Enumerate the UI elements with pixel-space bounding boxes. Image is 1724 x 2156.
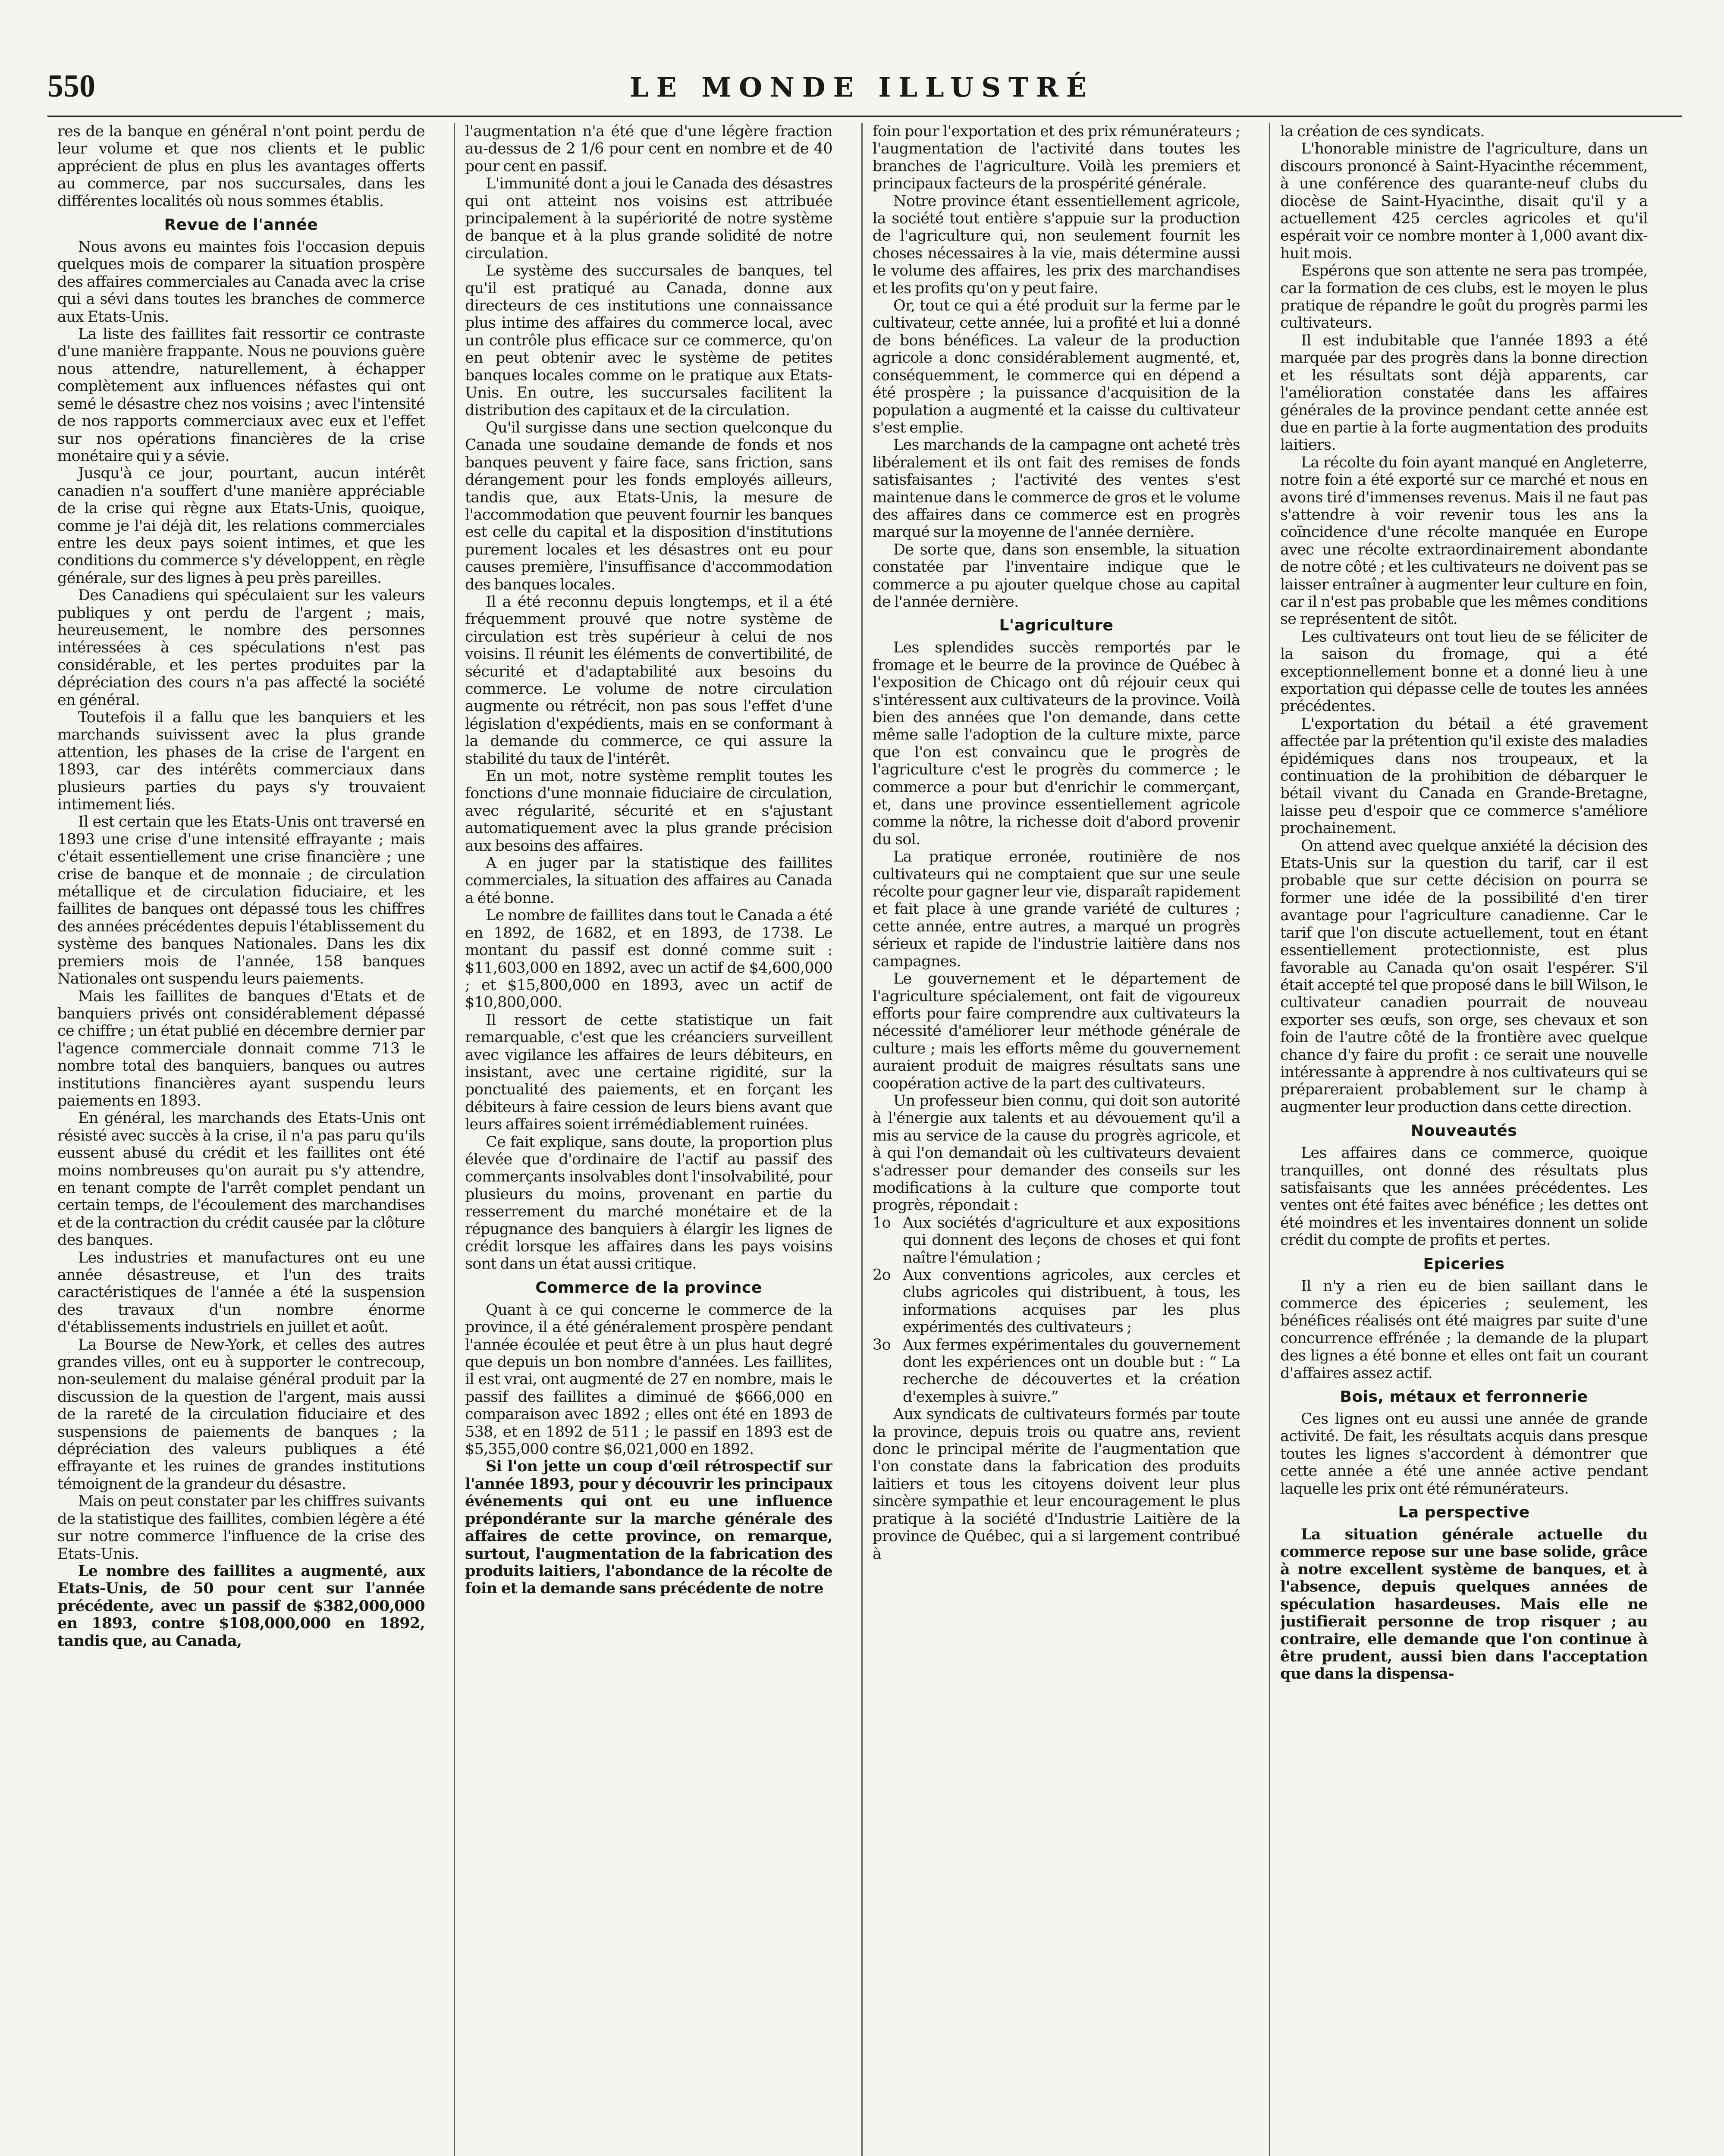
paragraph: Espérons que son attente ne sera pas trompée, car la formation de ces clubs, est le moyen le plus pratique de répandre le goût du progrès parmi les cultivateurs. bbox=[1280, 262, 1648, 332]
continued-paragraph: res de la banque en général n'ont point perdu de leur volume et que nos clients et le public apprécient de plus en plus les avantages offerts au commerce, par nos succursales, dans les différentes localités où nous sommes établis. bbox=[57, 123, 425, 210]
paragraph: En un mot, notre système remplit toutes les fonctions d'une monnaie fiduciaire de circulation, avec régularité, sécurité et en s'ajustant automatiquement avec la plus grande précision aux besoins des affaires. bbox=[465, 768, 832, 855]
list-item-text: Aux conventions agricoles, aux cercles et clubs agricoles qui distribuent, à tous, les informations acquises par les plus expérimentés des cultivateurs ; bbox=[903, 1266, 1240, 1336]
paragraph: L'exportation du bétail a été gravement affectée par la prétention qu'il existe des maladies épidémiques dans nos troupeaux, et la continuation de la prohibition de débarquer le bétail vivant du Canada en Grande-Bretagne, laisse peu d'espoir que ce commerce s'améliore prochainement. bbox=[1280, 715, 1648, 837]
section-heading: L'agriculture bbox=[999, 617, 1114, 635]
paragraph: La récolte du foin ayant manqué en Angleterre, notre foin a été exporté sur ce marché et nous en avons tiré d'immenses revenus. Mais il ne faut pas s'attendre à voir revenir tous les ans la coïncidence d'une récolte manquée en Europe avec une récolte extraordinairement abondante de notre côté ; et les cultivateurs ne doivent pas se laisser entraîner à augmenter leur culture en foin, car il n'est pas probable que les mêmes conditions se représentent de sitôt. bbox=[1280, 454, 1648, 628]
paragraph: Jusqu'à ce jour, pourtant, aucun intérêt canadien n'a souffert d'une manière appréciable de la crise qui règne aux Etats-Unis, quoique, comme je l'ai déjà dit, les relations commerciales entre les deux pays soient intimes, et que les conditions du commerce s'y développent, en règle générale, sur des lignes à peu près pareilles. bbox=[57, 465, 425, 587]
paragraph: Ce fait explique, sans doute, la proportion plus élevée que d'ordinaire de l'actif au passif des commerçants insolvables dont l'insolvabilité, pour plusieurs du moins, provenant en partie du resserrement du marché monétaire et de la répugnance des banquiers à élargir les lignes de crédit lorsque les affaires dans les pays voisins sont dans un état aussi critique. bbox=[465, 1133, 832, 1273]
section-heading: Revue de l'année bbox=[164, 216, 318, 234]
continued-paragraph: l'augmentation n'a été que d'une légère fraction au-dessus de 2 1/6 pour cent en nombre et de 40 pour cent en passif. bbox=[465, 123, 832, 175]
page-header bbox=[0, 0, 1724, 108]
paragraph: On attend avec quelque anxiété la décision des Etats-Unis sur la question du tarif, car il est probable que sur cette décision on pourra se former une idée de la possibilité d'en tirer avantage pour l'agriculture canadienne. Car le tarif que l'on discute actuellement, tout en étant essentiellement protectionniste, est plus favorable au Canada qu'on osait l'espérer. S'il était accepté tel que proposé dans le bill Wilson, le cultivateur canadien pourrait de nouveau exporter ses œufs, son orge, ses chevaux et son foin de l'autre côté de la frontière avec quelque chance d'y faire du profit : ce serait une nouvelle intéressante à apprendre à nos cultivateurs qui se prépareraient probablement sur le champ à augmenter leur production dans cette direction. bbox=[1280, 837, 1648, 1116]
section-heading: Bois, métaux et ferronnerie bbox=[1340, 1388, 1588, 1406]
paragraph: Il est certain que les Etats-Unis ont traversé en 1893 une crise d'une intensité effrayante ; mais c'était essentiellement une crise financière ; une crise de banque et de monnaie ; de circulation métallique et de circulation fiduciaire, et les faillites de banques ont dépassé tous les chiffres des années précédentes depuis l'établissement du système des banques Nationales. Dans les dix premiers mois de l'année, 158 banques Nationales ont suspendu leurs paiements. bbox=[57, 813, 425, 988]
list-item-text: Aux sociétés d'agriculture et aux expositions qui donnent des leçons de choses et qui font naître l'émulation ; bbox=[903, 1214, 1240, 1266]
paragraph: De sorte que, dans son ensemble, la situation constatée par l'inventaire indique que le commerce a pu ajouter quelque chose au capital de l'année dernière. bbox=[873, 541, 1240, 611]
continued-paragraph: foin pour l'exportation et des prix rémunérateurs ; l'augmentation de l'activité dans toutes les branches de l'agriculture. Voilà les premiers et principaux facteurs de la prospérité générale. bbox=[873, 123, 1240, 193]
paragraph: Qu'il surgisse dans une section quelconque du Canada une soudaine demande de fonds et nos banques peuvent y faire face, sans friction, sans dérangement pour les fonds employés ailleurs, tandis que, aux Etats-Unis, la mesure de l'accommodation que peuvent fournir les banques est celle du capital et la disposition d'institutions purement locales et les désastres ont eu pour causes première, l'insuffisance d'accommodation des banques locales. bbox=[465, 419, 832, 593]
paragraph: Les cultivateurs ont tout lieu de se féliciter de la saison du fromage, qui a été exceptionnellement bonne et a donné lieu à une exportation qui dépasse celle de toutes les années précédentes. bbox=[1280, 628, 1648, 715]
paragraph: La pratique erronée, routinière de nos cultivateurs qui ne comptaient que sur une seule récolte pour gagner leur vie, disparaît rapidement et fait place à une grande variété de cultures ; cette année, entre autres, a marqué un progrès sérieux et rapide de l'industrie laitière dans nos campagnes. bbox=[873, 848, 1240, 970]
paragraph: Il a été reconnu depuis longtemps, et il a été fréquemment prouvé que notre système de circulation est très supérieur à celui de nos voisins. Il réunit les éléments de convertibilité, de sécurité et d'adaptabilité aux besoins du commerce. Le volume de notre circulation augmente ou rétrécit, non pas sous l'effet d'une législation d'expédients, mais en se conformant à la demande du commerce, ce qui assure la stabilité du taux de l'intérêt. bbox=[465, 593, 832, 768]
paragraph: Nous avons eu maintes fois l'occasion depuis quelques mois de comparer la situation prospère des affaires commerciales au Canada avec la crise qui a sévi dans toutes les branches de commerce aux Etats-Unis. bbox=[57, 238, 425, 326]
section-heading: Commerce de la province bbox=[535, 1279, 762, 1297]
paragraph: A en juger par la statistique des faillites commerciales, la situation des affaires au Canada a été bonne. bbox=[465, 855, 832, 907]
section-heading: Nouveautés bbox=[1410, 1122, 1517, 1140]
section-heading: La perspective bbox=[1398, 1504, 1530, 1522]
paragraph: Mais on peut constater par les chiffres suivants de la statistique des faillites, combien légère a été sur notre commerce l'influence de la crise des Etats-Unis. bbox=[57, 1493, 425, 1563]
paragraph: Les industries et manufactures ont eu une année désastreuse, et l'un des traits caractéristiques de l'année a été la suspension des travaux d'un nombre énorme d'établissements industriels en juillet et août. bbox=[57, 1249, 425, 1336]
paragraph: Mais les faillites de banques d'Etats et de banquiers privés ont considérablement dépassé ce chiffre ; un état publié en décembre dernier par l'agence commerciale donnait comme 713 le nombre total des banquiers, banques ou autres institutions financières ayant suspendu leurs paiements en 1893. bbox=[57, 987, 425, 1109]
column-4 bbox=[1280, 123, 1648, 2156]
paragraph: Les affaires dans ce commerce, quoique tranquilles, ont donné des résultats plus satisfaisants que les années précédentes. Les ventes ont été faites avec bénéfice ; les dettes ont été moindres et les inventaires donnent un solide crédit du compte de profits et pertes. bbox=[1280, 1144, 1648, 1249]
paragraph: Les marchands de la campagne ont acheté très libéralement et ils ont fait des remises de fonds satisfaisantes ; l'activité des ventes s'est maintenue dans le commerce de gros et le volume des affaires dans ce commerce est en progrès marqué sur la moyenne de l'année dernière. bbox=[873, 436, 1240, 541]
masthead-title: LE MONDE ILLUSTRÉ bbox=[630, 72, 1094, 103]
paragraph: Toutefois il a fallu que les banquiers et les marchands suivissent avec la plus grande attention, les phases de la crise de l'argent en 1893, car des intérêts commerciaux dans plusieurs parties du pays s'y trouvaient intimement liés. bbox=[57, 709, 425, 814]
paragraph: Les splendides succès remportés par le fromage et le beurre de la province de Québec à l'exposition de Chicago ont dû réjouir ceux qui s'intéressent aux cultivateurs de la province. Voilà bien des années que l'on demande, dans cette même salle l'adoption de la culture mixte, parce que l'on est convaincu que le progrès de l'agriculture c'est le progrès du commerce ; le commerce a pour but d'enrichir le commerçant, et, dans une province essentiellement agricole comme la nôtre, la richesse doit d'abord provenir du sol. bbox=[873, 639, 1240, 848]
paragraph: Il ressort de cette statistique un fait remarquable, c'est que les créanciers surveillent avec vigilance les affaires de leurs débiteurs, en insistant, avec une certaine rigidité, sur la ponctualité des paiements, et en forçant les débiteurs à faire cession de leurs biens avant que leurs affaires soient irrémédiablement ruinées. bbox=[465, 1011, 832, 1134]
column-divider bbox=[861, 123, 863, 2156]
list-item bbox=[873, 1336, 1240, 1406]
paragraph: Notre province étant essentiellement agricole, la société tout entière s'appuie sur la production de l'agriculture qui, non seulement fournit les choses nécessaires à la vie, mais détermine aussi le volume des affaires, les prix des marchandises et les profits qu'on y peut faire. bbox=[873, 192, 1240, 297]
paragraph: Le gouvernement et le département de l'agriculture spécialement, ont fait de vigoureux efforts pour faire comprendre aux cultivateurs la nécessité d'améliorer leur méthode générale de culture ; mais les efforts même du gouvernement auraient produit de maigres résultats sans une coopération active de la part des cultivateurs. bbox=[873, 970, 1240, 1092]
continued-paragraph: la création de ces syndicats. bbox=[1280, 123, 1485, 140]
list-item-number: 2o bbox=[873, 1266, 891, 1284]
paragraph: La situation générale actuelle du commerce repose sur une base solide, grâce à notre excellent système de banques, et à l'absence, depuis quelques années de spéculation hasardeuses. Mais elle ne justifierait personne de trop risquer ; au contraire, elle demande que l'on continue à être prudent, aussi bien dans l'acceptation que dans la dispensa- bbox=[1280, 1526, 1648, 1683]
paragraph: L'honorable ministre de l'agriculture, dans un discours prononcé à Saint-Hyacinthe récemment, à une conférence des quarante-neuf clubs du diocèse de Saint-Hyacinthe, disait qu'il y a actuellement 425 cercles agricoles et qu'il espérait voir ce nombre monter à 1,000 avant dix-huit mois. bbox=[1280, 140, 1648, 262]
list-item bbox=[873, 1266, 1240, 1336]
paragraph: Quant à ce qui concerne le commerce de la province, il a été généralement prospère pendant l'année écoulée et peut être à un plus haut degré que depuis un bon nombre d'années. Les faillites, il est vrai, ont augmenté de 27 en nombre, mais le passif des faillites a diminué de $666,000 en comparaison avec 1892 ; elles ont été en 1893 de 538, et en 1892 de 511 ; le passif en 1893 est de $5,355,000 contre $6,021,000 en 1892. bbox=[465, 1301, 832, 1458]
paragraph: Il est indubitable que l'année 1893 a été marquée par des progrès dans la bonne direction et les résultats sont déjà apparents, car l'amélioration constatée dans les affaires générales de la province pendant cette année est due en partie à la forte augmentation des produits laitiers. bbox=[1280, 332, 1648, 454]
page-number: 550 bbox=[47, 69, 95, 104]
column-1 bbox=[57, 123, 425, 2156]
list-item bbox=[873, 1214, 1240, 1266]
column-divider bbox=[1269, 123, 1270, 2156]
paragraph: Le nombre de faillites dans tout le Canada a été en 1892, de 1682, et en 1893, de 1738. Le montant du passif est donné comme suit : $11,603,000 en 1892, avec un actif de $4,600,000 ; et $15,800,000 en 1893, avec un actif de $10,800,000. bbox=[465, 907, 832, 1012]
section-heading: Epiceries bbox=[1423, 1255, 1505, 1273]
paragraph: Un professeur bien connu, qui doit son autorité à l'énergie aux talents et au dévouement qu'il a mis au service de la cause du progrès agricole, et à qui l'on demandait où les cultivateurs devaient s'adresser pour demander des conseils sur les modifications à la culture que comporte tout progrès, répondait : bbox=[873, 1092, 1240, 1214]
paragraph: Si l'on jette un coup d'œil rétrospectif sur l'année 1893, pour y découvrir les principaux événements qui ont eu une influence prépondérante sur la marche générale des affaires de cette province, on remarque, surtout, l'augmentation de la fabrication des produits laitiers, l'abondance de la récolte de foin et la demande sans précédente de notre bbox=[465, 1457, 832, 1598]
list-item-number: 1o bbox=[873, 1214, 891, 1232]
column-3 bbox=[873, 123, 1240, 2156]
column-2 bbox=[465, 123, 832, 2156]
paragraph: Or, tout ce qui a été produit sur la ferme par le cultivateur, cette année, lui a profité et lui a donné de bons bénéfices. La valeur de la production agricole a donc considérablement augmenté, et, conséquemment, le commerce qui en dépend a été prospère ; la puissance d'acquisition de la population a augmenté et la caisse du cultivateur s'est emplie. bbox=[873, 297, 1240, 436]
paragraph: Des Canadiens qui spéculaient sur les valeurs publiques y ont perdu de l'argent ; mais, heureusement, le nombre des personnes intéressées à ces spéculations n'est pas considérable, et les pertes produites par la dépréciation des cours n'a pas affecté la société en général. bbox=[57, 587, 425, 709]
paragraph: Il n'y a rien eu de bien saillant dans le commerce des épiceries ; seulement, les bénéfices réalisés ont été maigres par suite d'une concurrence effrénée ; la demande de la plupart des lignes a été bonne et elles ont fait un courant d'affaires assez actif. bbox=[1280, 1277, 1648, 1382]
paragraph: Aux syndicats de cultivateurs formés par toute la province, depuis trois ou quatre ans, revient donc le principal mérite de l'augmentation que l'on constate dans la fabrication des produits laitiers et tous les citoyens doivent leur plus sincère sympathie et leur encouragement le plus pratique à la société d'Industrie Laitière de la province de Québec, qui a si largement contribué à bbox=[873, 1406, 1240, 1563]
paragraph: La liste des faillites fait ressortir ce contraste d'une manière frappante. Nous ne pouvions guère nous attendre, naturellement, à échapper complètement aux influences néfastes qui ont semé le désastre chez nos voisins ; avec l'intensité de nos rapports commerciaux avec eux et l'effet sur nos opérations financières de la crise monétaire qui y a sévie. bbox=[57, 326, 425, 465]
list-item-text: Aux fermes expérimentales du gouvernement dont les expériences ont un double but : “ La recherche de découvertes et la création d'exemples à suivre.” bbox=[903, 1336, 1240, 1406]
paragraph: En général, les marchands des Etats-Unis ont résisté avec succès à la crise, il n'a pas paru qu'ils eussent abusé du crédit et les faillites ont été moins nombreuses qu'on aurait pu s'y attendre, en tenant compte de l'arrêt complet pendant un certain temps, de l'écoulement des marchandises et de la contraction du crédit causée par la clôture des banques. bbox=[57, 1109, 425, 1249]
paragraph: Le nombre des faillites a augmenté, aux Etats-Unis, de 50 pour cent sur l'année précédente, avec un passif de $382,000,000 en 1893, contre $108,000,000 en 1892, tandis que, au Canada, bbox=[57, 1562, 425, 1650]
paragraph: La Bourse de New-York, et celles des autres grandes villes, ont eu à supporter le contrecoup, non-seulement du malaise général produit par la discussion de la question de l'argent, mais aussi de la rareté de la circulation fiduciaire et des suspensions de paiements de banques ; la dépréciation des valeurs publiques a été effrayante et les ruines de grandes institutions témoignent de la grandeur du désastre. bbox=[57, 1336, 425, 1493]
paragraph: Le système des succursales de banques, tel qu'il est pratiqué au Canada, donne aux directeurs de ces institutions une connaissance plus intime des affaires du commerce local, avec un contrôle plus efficace sur ce commerce, qu'on en peut obtenir avec le système de petites banques locales comme on le pratique aux Etats-Unis. En outre, les succursales facilitent la distribution des capitaux et de la circulation. bbox=[465, 262, 832, 419]
list-item-number: 3o bbox=[873, 1336, 891, 1354]
paragraph: Ces lignes ont eu aussi une année de grande activité. De fait, les résultats acquis dans presque toutes les lignes s'accordent à démontrer que cette année a été une année active pendant laquelle les prix ont été rémunérateurs. bbox=[1280, 1410, 1648, 1498]
paragraph: L'immunité dont a joui le Canada des désastres qui ont atteint nos voisins est attribuée principalement à la supériorité de notre système de banque et à la plus grande solidité de notre circulation. bbox=[465, 175, 832, 262]
column-divider bbox=[454, 123, 455, 2156]
header-rule bbox=[47, 116, 1682, 117]
